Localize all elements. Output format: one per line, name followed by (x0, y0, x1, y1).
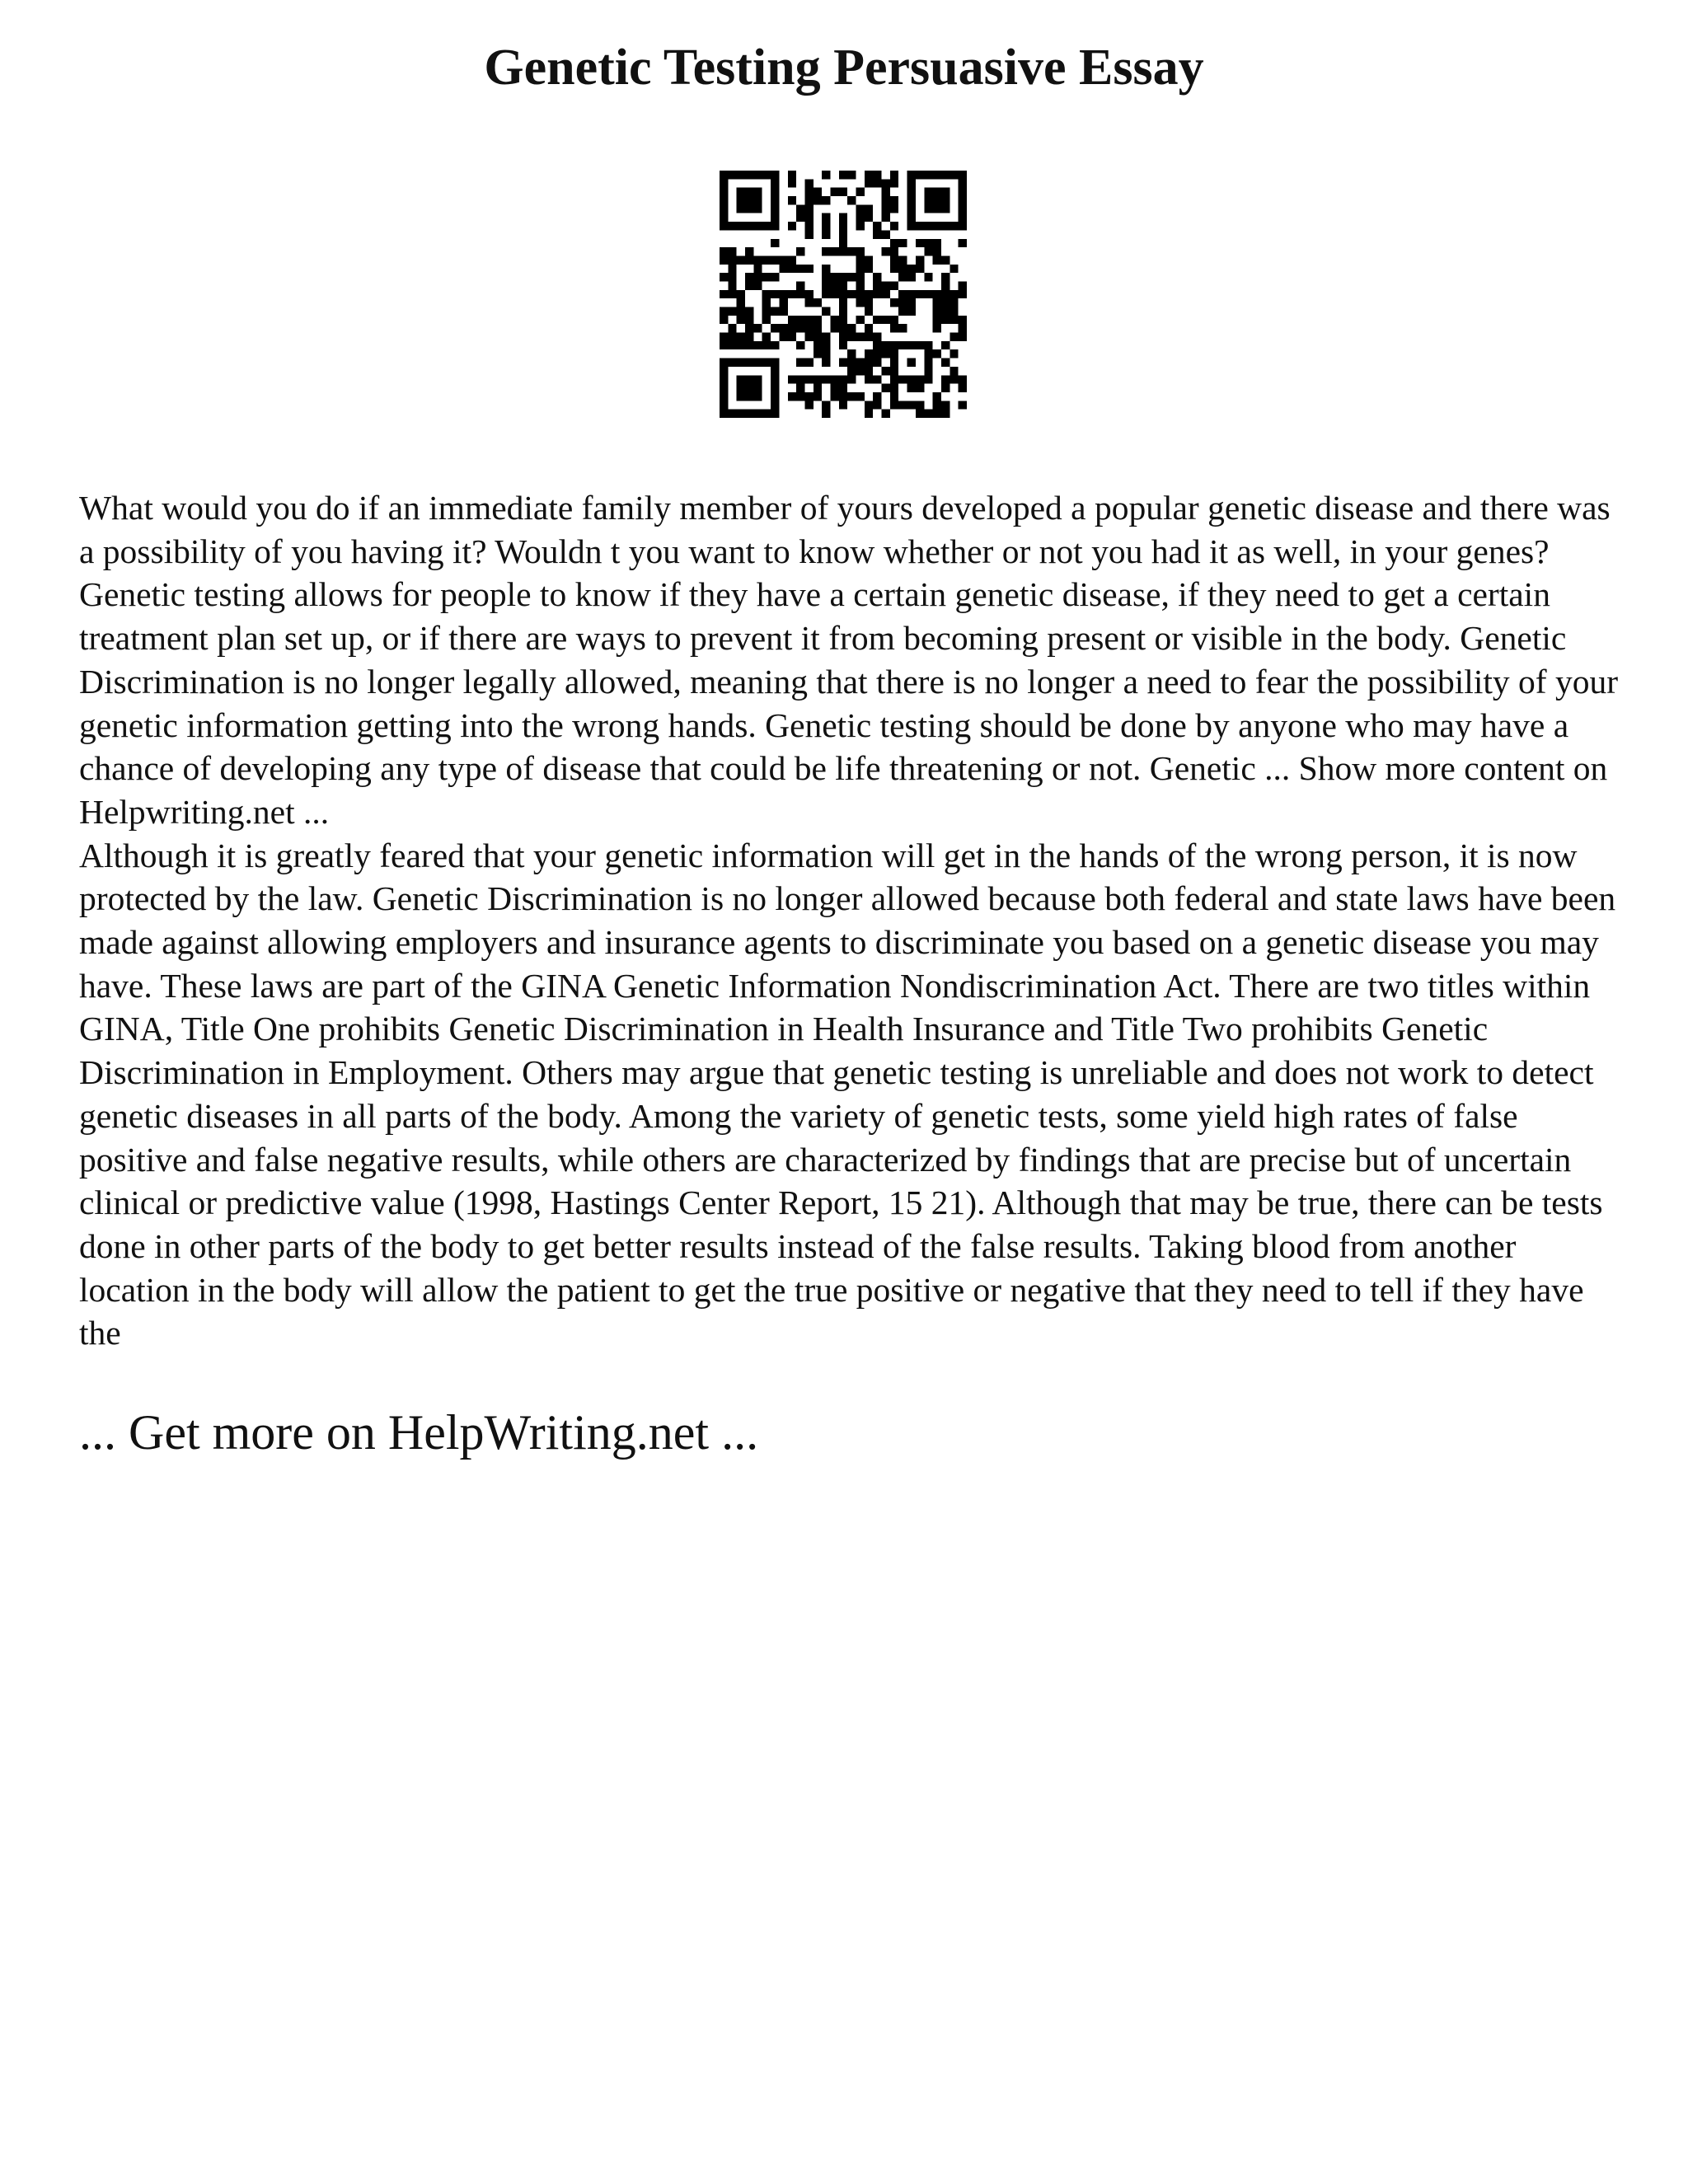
essay-body (79, 486, 1629, 1355)
qr-code-icon (720, 171, 967, 418)
page-title: Genetic Testing Persuasive Essay (484, 40, 1204, 96)
essay-paragraph-1: What would you do if an immediate family member of yours developed a popular genetic disease and there was a possibility of you having it? Wouldn t you want to know whether or not you had it as well, in your genes? Genetic testing allows for people to know if they have a certain genetic disease, if they need to get a certain treatment plan set up, or if there are ways to prevent it from becoming present or visible in the body. Genetic Discrimination is no longer legally allowed, meaning that there is no longer a need to fear the possibility of your genetic information getting into the wrong hands. Genetic testing should be done by anyone who may have a chance of developing any type of disease that could be life threatening or not. Genetic ... Show more content on Helpwriting.net ... (79, 489, 1619, 831)
essay-paragraph-2: Although it is greatly feared that your genetic information will get in the hands of the wrong person, it is now protected by the law. Genetic Discrimination is no longer allowed because both federal and state laws have been made against allowing employers and insurance agents to discriminate you based on a genetic disease you may have. These laws are part of the GINA Genetic Information Nondiscrimination Act. There are two titles within GINA, Title One prohibits Genetic Discrimination in Health Insurance and Title Two prohibits Genetic Discrimination in Employment. Others may argue that genetic testing is unreliable and does not work to detect genetic diseases in all parts of the body. Among the variety of genetic tests, some yield high rates of false positive and false negative results, while others are characterized by findings that are precise but of uncertain clinical or predictive value (1998, Hastings Center Report, 15 21). Although that may be true, there can be tests done in other parts of the body to get better results instead of the false results. Taking blood from another location in the body will allow the patient to get the true positive or negative that they need to tell if they have the (79, 836, 1616, 1352)
get-more-link[interactable]: ... Get more on HelpWriting.net ... (79, 1405, 759, 1460)
